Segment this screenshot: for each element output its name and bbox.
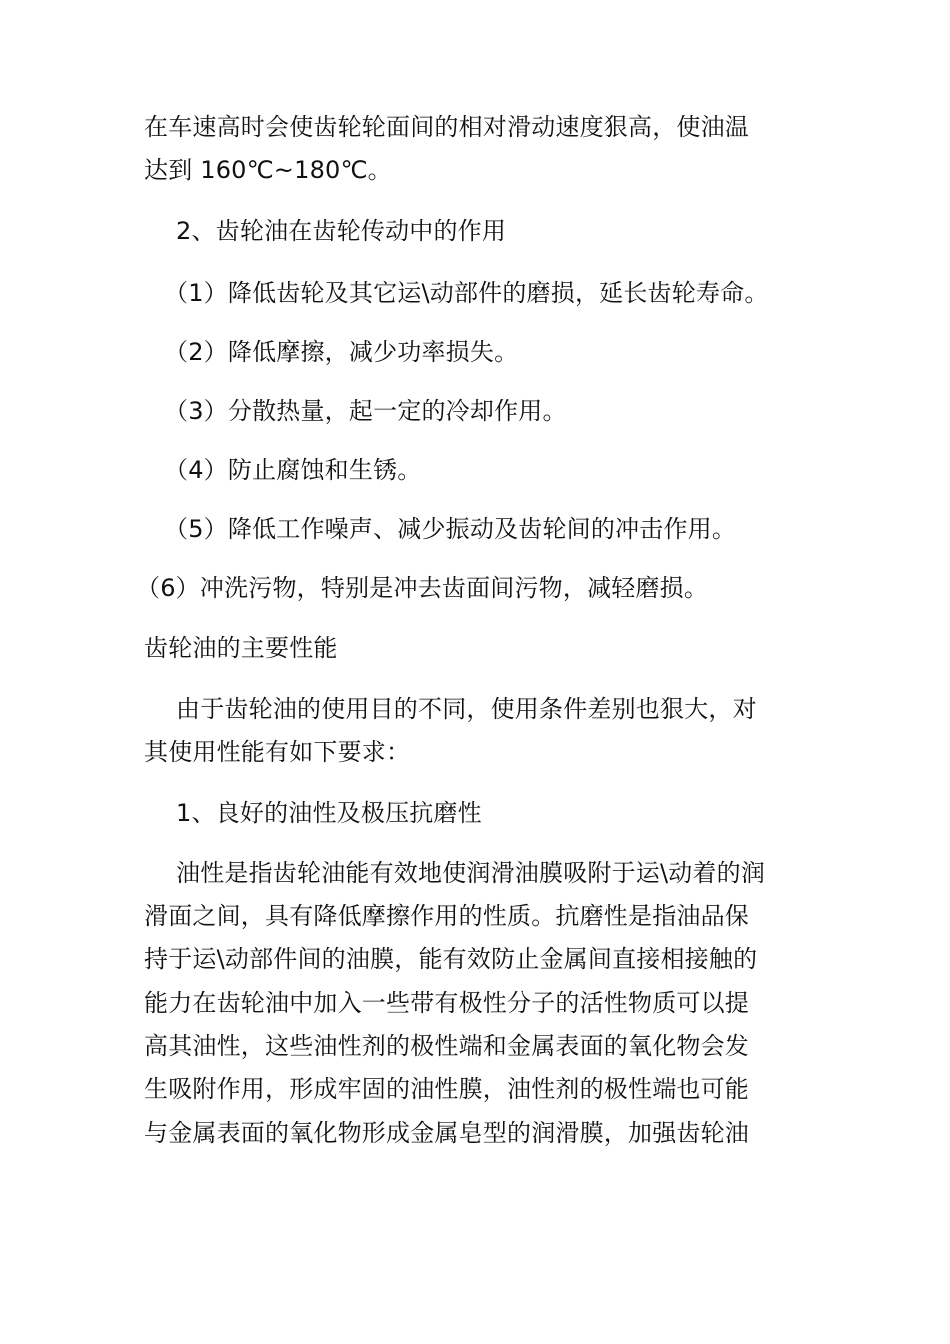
paragraph-line: 能力在齿轮油中加入一些带有极性分子的活性物质可以提 <box>144 989 749 1017</box>
list-item: （5）降低工作噪声、减少振动及齿轮间的冲击作用。 <box>164 515 737 543</box>
list-item: （3）分散热量，起一定的冷却作用。 <box>164 397 567 425</box>
paragraph-line: 由于齿轮油的使用目的不同，使用条件差别也狠大，对 <box>176 695 757 723</box>
paragraph-line: 滑面之间，具有降低摩擦作用的性质。抗磨性是指油品保 <box>144 902 749 930</box>
list-item: （4）防止腐蚀和生锈。 <box>164 456 422 484</box>
list-item: （1）降低齿轮及其它运\动部件的磨损，延长齿轮寿命。 <box>164 279 769 307</box>
section-heading: 2、齿轮油在齿轮传动中的作用 <box>176 217 507 245</box>
paragraph-line: 油性是指齿轮油能有效地使润滑油膜吸附于运\动着的润 <box>176 859 766 887</box>
list-item: （2）降低摩擦，减少功率损失。 <box>164 338 519 366</box>
paragraph-line: 达到 160℃~180℃。 <box>144 156 392 184</box>
paragraph-line: 生吸附作用，形成牢固的油性膜，油性剂的极性端也可能 <box>144 1075 749 1103</box>
paragraph-line: 高其油性，这些油性剂的极性端和金属表面的氧化物会发 <box>144 1032 749 1060</box>
paragraph-line: 持于运\动部件间的油膜，能有效防止金属间直接相接触的 <box>144 945 758 973</box>
paragraph-line: 在车速高时会使齿轮轮面间的相对滑动速度狠高，使油温 <box>144 113 749 141</box>
paragraph-line: 其使用性能有如下要求： <box>144 738 411 766</box>
section-heading: 1、良好的油性及极压抗磨性 <box>176 799 482 827</box>
paragraph-line: 与金属表面的氧化物形成金属皂型的润滑膜，加强齿轮油 <box>144 1119 749 1147</box>
section-title: 齿轮油的主要性能 <box>144 634 338 662</box>
list-item: （6）冲洗污物，特别是冲去齿面间污物，减轻磨损。 <box>136 574 709 602</box>
